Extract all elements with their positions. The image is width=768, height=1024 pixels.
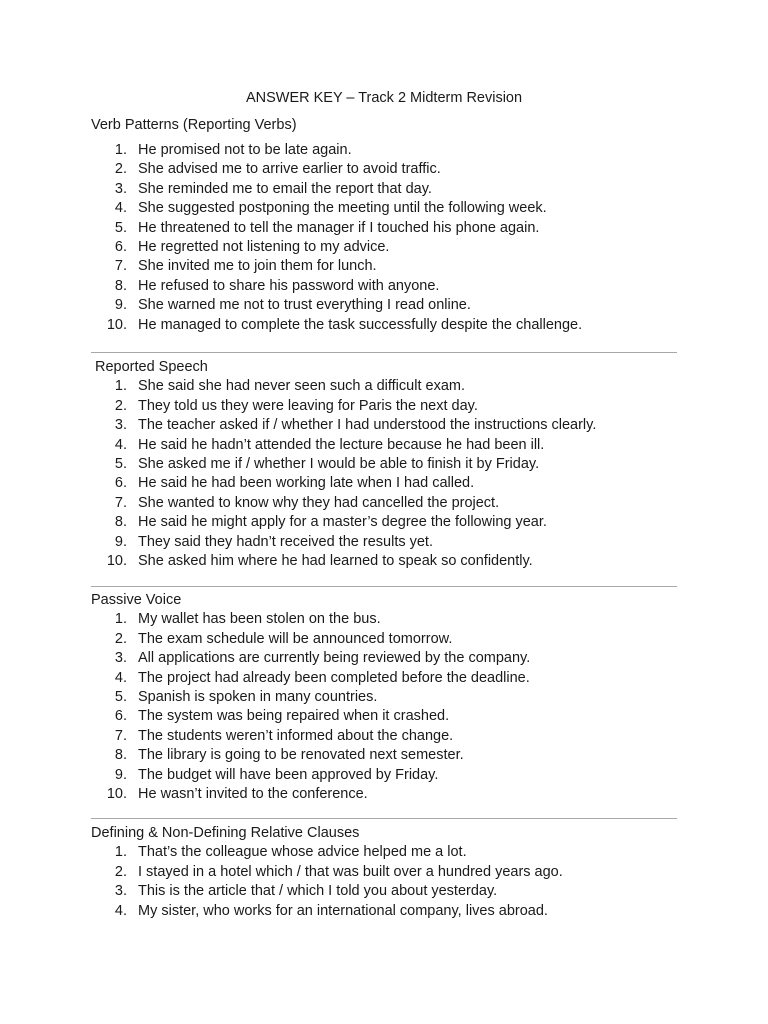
item-number: 2. xyxy=(114,630,127,647)
item-number: 9. xyxy=(114,766,127,783)
list-item xyxy=(91,180,677,199)
list-item xyxy=(91,238,677,257)
item-text: He promised not to be late again. xyxy=(138,142,352,158)
list-item xyxy=(91,219,677,238)
item-text: She wanted to know why they had cancelled the project. xyxy=(138,494,500,511)
answer-list xyxy=(91,141,677,335)
list-item xyxy=(91,766,677,785)
answer-list xyxy=(91,377,677,571)
item-number: 4. xyxy=(114,669,127,686)
item-number: 2. xyxy=(114,161,127,178)
section-passive-voice xyxy=(91,591,677,804)
list-item xyxy=(91,199,677,218)
item-text: He said he hadn’t attended the lecture because he had been ill. xyxy=(138,436,545,453)
list-item xyxy=(91,649,677,668)
list-item xyxy=(91,785,677,804)
list-item xyxy=(91,513,677,532)
list-item xyxy=(91,397,677,416)
item-text: The system was being repaired when it crashed. xyxy=(138,708,450,725)
list-item xyxy=(91,533,677,552)
item-text: She asked him where he had learned to speak so confidently. xyxy=(138,552,533,569)
section-reported-speech xyxy=(91,358,677,571)
section-divider xyxy=(91,586,677,587)
item-number: 8. xyxy=(114,514,127,531)
item-text: She warned me not to trust everything I read online. xyxy=(138,297,471,314)
item-text: I stayed in a hotel which / that was built over a hundred years ago. xyxy=(138,863,563,880)
item-number: 1. xyxy=(114,611,127,628)
list-item xyxy=(91,377,677,396)
item-number: 5. xyxy=(114,688,127,705)
list-item xyxy=(91,630,677,649)
item-number: 7. xyxy=(114,727,127,744)
item-number: 1. xyxy=(114,844,127,861)
item-text: This is the article that / which I told you about yesterday. xyxy=(138,883,498,900)
item-number: 3. xyxy=(114,883,127,900)
list-item xyxy=(91,296,677,315)
item-number: 7. xyxy=(114,494,127,511)
item-text: All applications are currently being reviewed by the company. xyxy=(138,650,531,667)
section-verb-patterns xyxy=(91,115,677,335)
item-number: 7. xyxy=(114,258,127,275)
item-number: 10. xyxy=(106,552,127,569)
item-number: 3. xyxy=(114,180,127,197)
list-item xyxy=(91,863,677,882)
item-text: He refused to share his password with anyone. xyxy=(138,277,440,294)
item-number: 6. xyxy=(114,708,127,725)
list-item xyxy=(91,455,677,474)
item-text: They told us they were leaving for Paris the next day. xyxy=(138,397,478,414)
list-item xyxy=(91,727,677,746)
item-number: 4. xyxy=(114,902,127,919)
item-number: 4. xyxy=(114,436,127,453)
item-number: 6. xyxy=(114,475,127,492)
list-item xyxy=(91,882,677,901)
item-text: The students weren’t informed about the change. xyxy=(138,727,454,744)
item-text: That’s the colleague whose advice helped me a lot. xyxy=(138,844,467,861)
item-number: 8. xyxy=(114,747,127,764)
item-text: She said she had never seen such a difficult exam. xyxy=(138,378,465,395)
section-title: Passive Voice xyxy=(91,592,182,608)
list-item xyxy=(91,902,677,921)
item-number: 9. xyxy=(114,297,127,314)
item-number: 2. xyxy=(114,863,127,880)
item-number: 1. xyxy=(114,142,127,158)
item-text: The teacher asked if / whether I had understood the instructions clearly. xyxy=(138,417,597,434)
item-text: She asked me if / whether I would be able to finish it by Friday. xyxy=(138,455,540,472)
list-item xyxy=(91,707,677,726)
list-item xyxy=(91,746,677,765)
item-text: She advised me to arrive earlier to avoid traffic. xyxy=(138,161,441,178)
list-item xyxy=(91,141,677,160)
item-text: Spanish is spoken in many countries. xyxy=(138,688,378,705)
item-text: He said he might apply for a master’s degree the following year. xyxy=(138,514,547,531)
list-item xyxy=(91,257,677,276)
item-text: He threatened to tell the manager if I touched his phone again. xyxy=(138,219,540,236)
item-number: 10. xyxy=(106,785,127,802)
item-number: 6. xyxy=(114,238,127,255)
list-item xyxy=(91,277,677,296)
list-item xyxy=(91,494,677,513)
item-number: 9. xyxy=(114,533,127,550)
list-item xyxy=(91,474,677,493)
list-item xyxy=(91,552,677,571)
item-number: 5. xyxy=(114,455,127,472)
list-item xyxy=(91,669,677,688)
item-number: 5. xyxy=(114,219,127,236)
list-item xyxy=(91,160,677,179)
list-item xyxy=(91,316,677,335)
section-title: Reported Speech xyxy=(95,359,208,375)
item-text: He regretted not listening to my advice. xyxy=(138,238,390,255)
list-item xyxy=(91,436,677,455)
item-text: The library is going to be renovated next semester. xyxy=(138,747,464,764)
section-relative-clauses xyxy=(91,824,677,921)
item-text: My wallet has been stolen on the bus. xyxy=(138,611,381,628)
section-title: Defining & Non-Defining Relative Clauses xyxy=(91,825,360,841)
item-number: 10. xyxy=(106,316,127,333)
item-text: She suggested postponing the meeting until the following week. xyxy=(138,200,547,217)
section-divider xyxy=(91,818,677,819)
section-divider xyxy=(91,352,677,353)
answer-list xyxy=(91,843,677,921)
page-title: ANSWER KEY – Track 2 Midterm Revision xyxy=(245,90,523,106)
section-title: Verb Patterns (Reporting Verbs) xyxy=(91,117,297,133)
item-number: 8. xyxy=(114,277,127,294)
item-number: 2. xyxy=(114,397,127,414)
item-number: 1. xyxy=(114,378,127,395)
list-item xyxy=(91,416,677,435)
item-text: The project had already been completed before the deadline. xyxy=(138,669,530,686)
item-number: 3. xyxy=(114,650,127,667)
item-text: My sister, who works for an international company, lives abroad. xyxy=(138,902,548,919)
item-text: He managed to complete the task successfully despite the challenge. xyxy=(138,316,583,333)
list-item xyxy=(91,688,677,707)
item-number: 4. xyxy=(114,200,127,217)
item-text: They said they hadn’t received the results yet. xyxy=(138,533,433,550)
item-text: She reminded me to email the report that day. xyxy=(138,180,432,197)
item-text: He said he had been working late when I had called. xyxy=(138,475,475,492)
list-item xyxy=(91,843,677,862)
item-text: He wasn’t invited to the conference. xyxy=(138,785,368,802)
item-number: 3. xyxy=(114,417,127,434)
list-item xyxy=(91,610,677,629)
item-text: She invited me to join them for lunch. xyxy=(138,258,377,275)
item-text: The exam schedule will be announced tomorrow. xyxy=(138,630,453,647)
item-text: The budget will have been approved by Friday. xyxy=(138,766,439,783)
answer-list xyxy=(91,610,677,804)
